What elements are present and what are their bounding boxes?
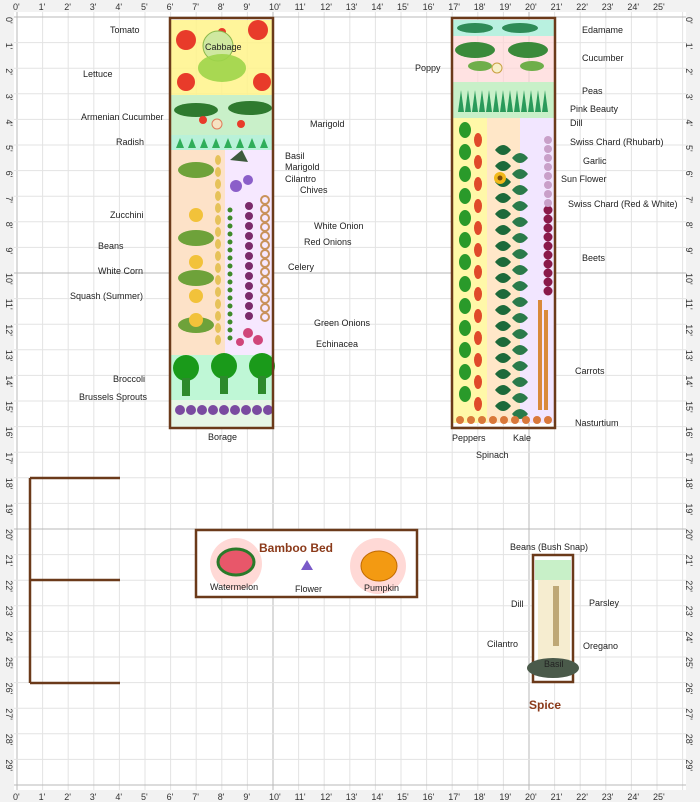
garlic-icon: [544, 136, 552, 144]
zucchini-icon: [178, 162, 214, 178]
ruler-left-label: 7': [4, 196, 14, 203]
onion-icon: [245, 292, 253, 300]
corn-icon: [215, 275, 221, 285]
red-pepper-icon: [474, 397, 482, 411]
ruler-right-label: 16': [684, 426, 694, 439]
brussels-sprouts-row: [175, 405, 273, 415]
label-armenian-cucumber: Armenian Cucumber: [81, 112, 164, 122]
red-pepper-icon: [474, 309, 482, 323]
right-bed[interactable]: [452, 18, 555, 428]
ruler-right-label: 8': [684, 221, 694, 229]
red-pepper-icon: [474, 331, 482, 345]
onion-icon: [245, 302, 253, 310]
ruler-right-label: 11': [684, 298, 694, 310]
ruler-left-label: 21': [4, 554, 14, 567]
label-garlic: Garlic: [583, 156, 607, 166]
ruler-top-label: 11': [294, 2, 306, 12]
sunflower-icon: [494, 172, 506, 184]
label-green-onions: Green Onions: [314, 318, 371, 328]
corn-icon: [215, 251, 221, 261]
beet-icon: [544, 287, 553, 296]
onion-icon: [245, 282, 253, 290]
ruler-bottom-label: 0': [13, 792, 20, 802]
ruler-bottom-label: 17': [448, 792, 460, 802]
spice-bed-title: Spice: [529, 698, 562, 712]
label-flower: Flower: [295, 584, 323, 594]
brussels-sprout-icon: [230, 405, 240, 415]
label-beans: Beans: [98, 241, 124, 251]
ruler-right-label: 14': [684, 375, 694, 388]
beet-icon: [544, 251, 553, 260]
ruler-top-label: 23': [601, 2, 614, 12]
corn-icon: [215, 239, 221, 249]
ruler-left-label: 14': [4, 375, 14, 388]
label-zucchini: Zucchini: [110, 210, 144, 220]
brussels-sprout-icon: [263, 405, 273, 415]
watermelon-icon: [218, 549, 254, 575]
bean-icon: [228, 208, 233, 213]
broccoli-icons: [173, 353, 275, 396]
ruler-top-label: 3': [89, 2, 97, 12]
ruler-left-label: 0': [4, 17, 14, 24]
ruler-bottom-label: 21': [550, 792, 563, 802]
ruler-top-label: 9': [243, 2, 251, 12]
label-dill: Dill: [570, 118, 583, 128]
label-pink-beauty: Pink Beauty: [570, 104, 619, 114]
ruler-right-label: 26': [684, 682, 694, 695]
ruler-left-label: 27': [4, 708, 14, 720]
label-pumpkin: Pumpkin: [364, 583, 400, 593]
ruler-left-label: 18': [4, 477, 14, 490]
nasturtium-icon: [500, 416, 508, 424]
ruler-right-label: 2': [684, 68, 694, 75]
squash-icon: [189, 289, 203, 303]
ruler-left-label: 15': [4, 401, 14, 413]
red-pepper-icon: [474, 375, 482, 389]
red-pepper-icon: [474, 155, 482, 169]
ruler-left-label: 19': [4, 503, 14, 516]
brussels-sprout-icon: [208, 405, 218, 415]
bean-icon: [228, 304, 233, 309]
beet-icon: [544, 215, 553, 224]
corn-icon: [215, 203, 221, 213]
ruler-bottom-label: 14': [371, 792, 384, 802]
garlic-icon: [544, 163, 552, 171]
nasturtium-row: [456, 416, 552, 424]
label-parsley: Parsley: [589, 598, 620, 608]
red-pepper-icon: [474, 133, 482, 147]
ruler-top-label: 25': [653, 2, 665, 12]
ruler-bottom-label: 10': [269, 792, 281, 802]
corn-icon: [215, 179, 221, 189]
ruler-right-label: 0': [684, 17, 694, 24]
label-lettuce: Lettuce: [83, 69, 113, 79]
ruler-right-label: 1': [684, 42, 694, 50]
ruler-bottom-label: 1': [38, 792, 46, 802]
ruler-bottom-label: 8': [217, 792, 225, 802]
bean-icon: [228, 288, 233, 293]
label-carrots: Carrots: [575, 366, 605, 376]
beet-icon: [544, 260, 553, 269]
ruler-right-label: 4': [684, 119, 694, 127]
ruler-left-label: 5': [4, 145, 14, 152]
beet-icon: [544, 278, 553, 287]
label-cucumber: Cucumber: [582, 53, 624, 63]
ruler-left-label: 28': [4, 733, 14, 746]
ruler-bottom-label: 23': [601, 792, 614, 802]
label-marigold-2: Marigold: [285, 162, 320, 172]
label-borage: Borage: [208, 432, 238, 442]
nasturtium-icon: [533, 416, 541, 424]
label-tomato: Tomato: [110, 25, 140, 35]
label-radish: Radish: [116, 137, 145, 147]
label-marigold-1: Marigold: [310, 119, 345, 129]
nasturtium-icon: [544, 416, 552, 424]
trellis-structure: [30, 478, 120, 683]
ruler-right-label: 17': [684, 452, 694, 464]
label-peppers: Peppers: [452, 433, 486, 443]
red-pepper-icon: [474, 199, 482, 213]
ruler-left-label: 4': [4, 119, 14, 127]
label-basil: Basil: [285, 151, 305, 161]
ruler-bottom-label: 2': [64, 792, 71, 802]
label-squash: Squash (Summer): [70, 291, 144, 301]
ruler-bottom-label: 16': [422, 792, 435, 802]
ruler-left-label: 12': [4, 324, 14, 336]
corn-icon: [215, 215, 221, 225]
ruler-left-label: 11': [4, 298, 14, 310]
label-nasturtium: Nasturtium: [575, 418, 619, 428]
pepper-icon: [459, 276, 471, 292]
pepper-icon: [459, 364, 471, 380]
onion-icon: [245, 242, 253, 250]
ruler-left-label: 16': [4, 426, 14, 439]
ruler-right-label: 12': [684, 324, 694, 336]
label-dill-spice: Dill: [511, 599, 524, 609]
label-swiss-chard-rhubarb: Swiss Chard (Rhubarb): [570, 137, 664, 147]
corn-icon: [215, 287, 221, 297]
label-echinacea: Echinacea: [316, 339, 359, 349]
nasturtium-icon: [489, 416, 497, 424]
label-oregano: Oregano: [583, 641, 619, 651]
bean-column: [228, 208, 233, 341]
ruler-right-label: 6': [684, 170, 694, 178]
ruler-bottom-label: 11': [294, 792, 306, 802]
onion-icon: [245, 312, 253, 320]
ruler-right-label: 20': [684, 529, 694, 541]
ruler-top-label: 5': [141, 2, 148, 12]
brussels-sprout-icon: [252, 405, 262, 415]
ruler-top-label: 2': [64, 2, 71, 12]
bean-icon: [228, 224, 233, 229]
pepper-icon: [459, 320, 471, 336]
brussels-sprout-icon: [186, 405, 196, 415]
ruler-top-label: 19': [499, 2, 512, 12]
label-basil-spice: Basil: [544, 659, 564, 669]
bean-icon: [228, 296, 233, 301]
ruler-right-label: 23': [684, 605, 694, 618]
ruler-top-label: 15': [397, 2, 409, 12]
ruler-bottom-label: 15': [397, 792, 409, 802]
label-poppy: Poppy: [415, 63, 441, 73]
ruler-right-label: 22': [684, 580, 694, 592]
ruler-left-label: 24': [4, 631, 14, 644]
ruler-right-label: 9': [684, 247, 694, 255]
nasturtium-icon: [478, 416, 486, 424]
beet-icon: [544, 269, 553, 278]
nasturtium-icon: [467, 416, 475, 424]
ruler-right-label: 24': [684, 631, 694, 644]
ruler-bottom-label: 12': [320, 792, 332, 802]
bean-icon: [228, 280, 233, 285]
red-pepper-icon: [474, 177, 482, 191]
bean-icon: [228, 272, 233, 277]
ruler-left-label: 13': [4, 349, 14, 362]
label-cilantro-spice: Cilantro: [487, 639, 519, 649]
bean-icon: [228, 256, 233, 261]
ruler-left-label: 23': [4, 605, 14, 618]
ruler-left-label: 29': [4, 759, 14, 772]
corn-icon: [215, 167, 221, 177]
squash-icon: [189, 313, 203, 327]
brussels-sprout-icon: [197, 405, 207, 415]
corn-icon: [215, 227, 221, 237]
ruler-top-label: 12': [320, 2, 332, 12]
corn-icon: [215, 311, 221, 321]
label-beets: Beets: [582, 253, 606, 263]
label-celery: Celery: [288, 262, 315, 272]
pepper-icon: [459, 232, 471, 248]
brussels-sprout-icon: [241, 405, 251, 415]
ruler-bottom-label: 9': [243, 792, 251, 802]
ruler-top-label: 17': [448, 2, 460, 12]
nasturtium-icon: [456, 416, 464, 424]
red-pepper-icon: [474, 221, 482, 235]
ruler-top-label: 16': [422, 2, 435, 12]
ruler-left-label: 20': [4, 529, 14, 541]
bean-icon: [228, 336, 233, 341]
ruler-right-label: 27': [684, 708, 694, 720]
ruler-bottom-label: 7': [192, 792, 199, 802]
label-white-onion: White Onion: [314, 221, 364, 231]
label-white-corn: White Corn: [98, 266, 144, 276]
ruler-bottom-label: 5': [141, 792, 148, 802]
cabbage-label: Cabbage: [205, 42, 242, 52]
bean-icon: [228, 264, 233, 269]
garlic-icon: [544, 145, 552, 153]
ruler-top-label: 24': [627, 2, 640, 12]
ruler-left-label: 6': [4, 170, 14, 178]
left-bed-labels-right: [285, 119, 371, 349]
bean-icon: [228, 320, 233, 325]
ruler-left-label: 17': [4, 452, 14, 464]
bean-icon: [228, 328, 233, 333]
label-spinach: Spinach: [476, 450, 509, 460]
ruler-top-label: 22': [576, 2, 588, 12]
label-cilantro: Cilantro: [285, 174, 317, 184]
onion-icon: [245, 252, 253, 260]
ruler-right-label: 19': [684, 503, 694, 516]
ruler-bottom-label: 6': [166, 792, 174, 802]
label-brussels-sprouts: Brussels Sprouts: [79, 392, 148, 402]
ruler-bottom-label: 20': [525, 792, 537, 802]
ruler-top-label: 6': [166, 2, 174, 12]
ruler-left-label: 3': [4, 93, 14, 101]
label-watermelon: Watermelon: [210, 582, 259, 592]
squash-icon: [189, 208, 203, 222]
pepper-icon: [459, 298, 471, 314]
garlic-icon: [544, 172, 552, 180]
onion-icon: [245, 272, 253, 280]
left-bed-labels-left: [70, 25, 164, 402]
nasturtium-icon: [522, 416, 530, 424]
ruler-right-label: 25': [684, 657, 694, 669]
label-broccoli: Broccoli: [113, 374, 146, 384]
ruler-right-label: 3': [684, 93, 694, 101]
ruler-top-label: 7': [192, 2, 199, 12]
ruler-right-label: 13': [684, 349, 694, 362]
squash-icon: [189, 255, 203, 269]
beet-icon: [544, 224, 553, 233]
corn-icon: [215, 323, 221, 333]
ruler-right-label: 5': [684, 145, 694, 152]
label-bush-snap: Beans (Bush Snap): [510, 542, 589, 552]
ruler-bottom-label: 3': [89, 792, 97, 802]
ruler-right-label: 10': [684, 273, 694, 285]
ruler-right-label: 18': [684, 477, 694, 490]
pepper-icon: [459, 144, 471, 160]
brussels-sprout-icon: [175, 405, 185, 415]
corn-icon: [215, 263, 221, 273]
label-kale: Kale: [513, 433, 532, 443]
label-red-onions: Red Onions: [304, 237, 352, 247]
pepper-icon: [459, 386, 471, 402]
ruler-left-label: 22': [4, 580, 14, 592]
corn-icon: [215, 299, 221, 309]
onion-icon: [245, 222, 253, 230]
bean-icon: [228, 216, 233, 221]
label-swiss-chard-red-white: Swiss Chard (Red & White): [568, 199, 678, 209]
corn-icon: [215, 155, 221, 165]
ruler-bottom-label: 19': [499, 792, 512, 802]
left-bed[interactable]: [170, 18, 275, 428]
ruler-top-label: 8': [217, 2, 225, 12]
pepper-icon: [459, 122, 471, 138]
ruler-top-label: 10': [269, 2, 281, 12]
bush-bean-zone: [535, 560, 571, 580]
bean-icon: [228, 312, 233, 317]
label-edamame: Edamame: [582, 25, 624, 35]
ruler-top-label: 1': [38, 2, 46, 12]
onion-icon: [245, 212, 253, 220]
ruler-left-label: 8': [4, 221, 14, 229]
dill-icon: [553, 586, 559, 646]
bean-icon: [228, 232, 233, 237]
ruler-top-label: 13': [345, 2, 358, 12]
onion-icon: [245, 202, 253, 210]
ruler-bottom-label: 4': [115, 792, 123, 802]
ruler-bottom-label: 25': [653, 792, 665, 802]
ruler-bottom-label: 22': [576, 792, 588, 802]
label-chives: Chives: [300, 185, 328, 195]
bean-icon: [228, 248, 233, 253]
corn-icon: [215, 335, 221, 345]
pepper-icon: [459, 342, 471, 358]
bean-icon: [228, 240, 233, 245]
red-pepper-icon: [474, 265, 482, 279]
ruler-left-label: 2': [4, 68, 14, 75]
corn-icon: [215, 191, 221, 201]
bamboo-bed-title: Bamboo Bed: [259, 541, 334, 555]
zucchini-icon: [178, 270, 214, 286]
ruler-bottom-label: 24': [627, 792, 640, 802]
ruler-right-label: 7': [684, 196, 694, 203]
zucchini-icon: [178, 230, 214, 246]
red-pepper-icon: [474, 353, 482, 367]
red-pepper-icon: [474, 243, 482, 257]
red-pepper-icon: [474, 287, 482, 301]
ruler-right-label: 28': [684, 733, 694, 746]
ruler-top-label: 21': [550, 2, 563, 12]
ruler-top-label: 14': [371, 2, 384, 12]
beet-icon: [544, 242, 553, 251]
ruler-bottom-label: 13': [345, 792, 358, 802]
label-sun-flower: Sun Flower: [561, 174, 607, 184]
ruler-bottom-label: 18': [473, 792, 486, 802]
garlic-icon: [544, 199, 552, 207]
onion-icon: [245, 232, 253, 240]
pepper-icon: [459, 210, 471, 226]
ruler-top-label: 20': [525, 2, 537, 12]
garlic-icon: [544, 190, 552, 198]
ruler-right-label: 21': [684, 554, 694, 567]
brussels-sprout-icon: [219, 405, 229, 415]
pepper-icon: [459, 188, 471, 204]
ruler-right-label: 15': [684, 401, 694, 413]
onion-icon: [245, 262, 253, 270]
garlic-icon: [544, 181, 552, 189]
pepper-icon: [459, 166, 471, 182]
nasturtium-icon: [511, 416, 519, 424]
ruler-left-label: 26': [4, 682, 14, 695]
pumpkin-icon: [361, 551, 397, 581]
ruler-top-label: 0': [13, 2, 20, 12]
ruler-left-label: 10': [4, 273, 14, 285]
ruler-right-label: 29': [684, 759, 694, 772]
ruler-left-label: 9': [4, 247, 14, 255]
pepper-icon: [459, 254, 471, 270]
beet-icon: [544, 233, 553, 242]
ruler-top-label: 4': [115, 2, 123, 12]
garlic-icon: [544, 154, 552, 162]
ruler-top-label: 18': [473, 2, 486, 12]
radish-zone: [170, 135, 273, 150]
ruler-left-label: 25': [4, 657, 14, 669]
ruler-left-label: 1': [4, 42, 14, 50]
label-peas: Peas: [582, 86, 603, 96]
